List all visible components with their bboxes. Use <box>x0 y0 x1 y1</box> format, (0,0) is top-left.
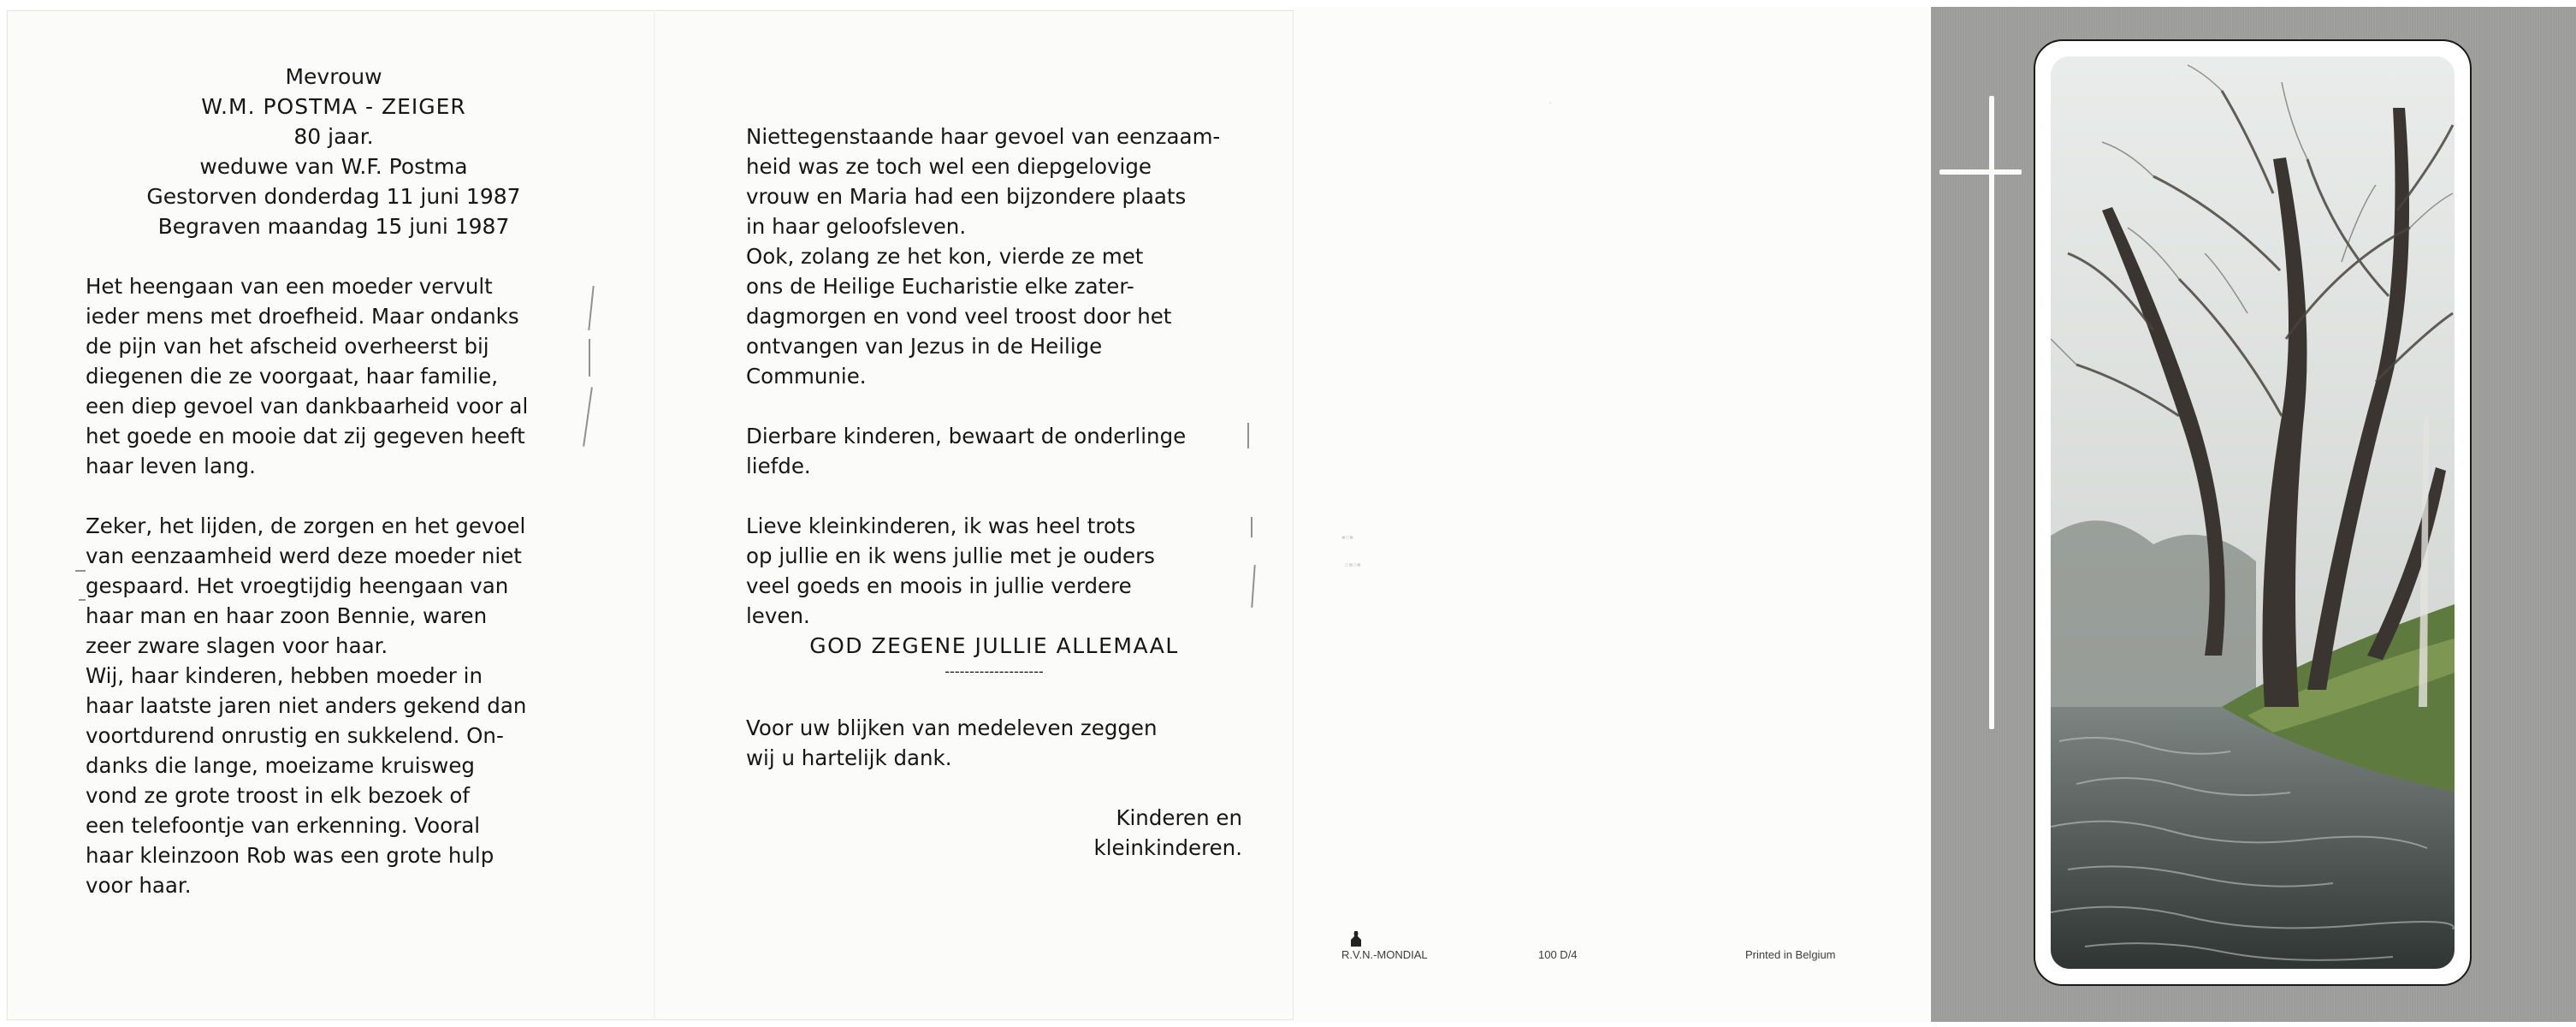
text-line: ieder mens met droefheid. Maar ondanks <box>86 304 519 329</box>
publisher-imprint: R.V.N.-MONDIAL <box>1341 948 1428 961</box>
river-trees-photo <box>2051 56 2455 969</box>
pencil-mark <box>79 599 86 601</box>
text-line: het goede en mooie dat zij gegeven heeft <box>86 424 525 448</box>
paragraph-heengaan <box>86 271 582 481</box>
text-line: de pijn van het afscheid overheerst bij <box>86 334 489 359</box>
inside-fold <box>654 10 655 1018</box>
text-line: voortdurend onrustig en sukkelend. On- <box>86 723 504 748</box>
front-cover <box>1931 7 2576 1022</box>
text-line: zeer zware slagen voor haar. <box>86 633 388 658</box>
text-line: Voor uw blijken van medeleven zeggen <box>746 715 1158 740</box>
text-line: van eenzaamheid werd deze moeder niet <box>86 543 522 568</box>
deceased-header <box>86 62 582 241</box>
paragraph-lijden <box>86 511 582 900</box>
text-line: diegenen die ze voorgaat, haar familie, <box>86 364 498 389</box>
text-line: Dierbare kinderen, bewaart de onderlinge <box>746 424 1187 448</box>
text-line: gespaard. Het vroegtijdig heengaan van <box>86 573 509 598</box>
text-line: Ook, zolang ze het kon, vierde ze met <box>746 244 1144 269</box>
pencil-mark <box>75 570 86 572</box>
faint-speck: · <box>1549 96 1553 109</box>
text-line: haar leven lang. <box>86 454 256 478</box>
text-line: ontvangen van Jezus in de Heilige <box>746 334 1103 359</box>
river-landscape-illustration <box>2051 56 2455 969</box>
text-line: Het heengaan van een moeder vervult <box>86 274 493 299</box>
text-line: danks die lange, moeizame kruisweg <box>86 753 475 778</box>
signature <box>746 803 1242 863</box>
text-line: haar man en haar zoon Bennie, waren <box>86 603 488 628</box>
text-line: Wij, haar kinderen, hebben moeder in <box>86 663 483 688</box>
text-line: een telefoontje van erkenning. Vooral <box>86 813 481 838</box>
text-line: een diep gevoel van dankbaarheid voor al <box>86 394 529 419</box>
pencil-mark <box>589 339 590 377</box>
death-date-line: Gestorven donderdag 11 juni 1987 <box>146 184 521 209</box>
signature-line: Kinderen en <box>1116 805 1242 830</box>
text-line: vond ze grote troost in elk bezoek of <box>86 783 471 808</box>
back-cover <box>1294 7 1931 1022</box>
text-line: ons de Heilige Eucharistie elke zater- <box>746 274 1134 299</box>
burial-date-line: Begraven maandag 15 juni 1987 <box>157 214 510 239</box>
pencil-mark <box>1251 517 1252 537</box>
card-outside-spread <box>1294 7 2576 1022</box>
text-line: in haar geloofsleven. <box>746 214 967 239</box>
pencil-mark <box>1247 423 1249 448</box>
text-line: haar laatste jaren niet anders gekend dan <box>86 693 527 718</box>
title-line: Mevrouw <box>285 64 382 89</box>
text-line: op jullie en ik wens jullie met je ouders <box>746 543 1155 568</box>
text-line: Communie. <box>746 364 867 389</box>
inside-left-page <box>86 62 582 900</box>
inside-right-page <box>746 122 1242 863</box>
dash-divider: -------------------- <box>945 663 1044 680</box>
signature-line: kleinkinderen. <box>1093 835 1242 860</box>
faint-show-through: ▫▪▫▪ <box>1345 558 1361 571</box>
age-line: 80 jaar. <box>293 124 374 149</box>
text-line: wij u hartelijk dank. <box>746 745 952 770</box>
blessing-heading: GOD ZEGENE JULLIE ALLEMAAL <box>809 633 1179 658</box>
deceased-name: W.M. POSTMA - ZEIGER <box>201 94 466 119</box>
text-line: veel goeds en moois in jullie verdere <box>746 573 1132 598</box>
printed-in: Printed in Belgium <box>1745 948 1836 961</box>
text-line: Niettegenstaande haar gevoel van eenzaam- <box>746 124 1221 149</box>
cross-icon-horizontal <box>1939 169 2022 175</box>
paragraph-kinderen <box>746 421 1242 481</box>
text-line: vrouw en Maria had een bijzondere plaats <box>746 184 1187 209</box>
text-line: voor haar. <box>86 873 192 898</box>
card-code: 100 D/4 <box>1538 948 1578 961</box>
paragraph-kleinkinderen <box>746 511 1242 631</box>
paragraph-geloof <box>746 122 1242 391</box>
text-line: liefde. <box>746 454 811 478</box>
text-line: Lieve kleinkinderen, ik was heel trots <box>746 514 1136 538</box>
text-line: Zeker, het lijden, de zorgen en het gevoel <box>86 514 526 538</box>
text-line: leven. <box>746 603 810 628</box>
paragraph-dank <box>746 713 1242 773</box>
cross-icon-vertical <box>1989 96 1994 729</box>
text-line: dagmorgen en vond veel troost door het <box>746 304 1172 329</box>
text-line: haar kleinzoon Rob was een grote hulp <box>86 843 494 868</box>
publisher-logo-icon <box>1348 929 1364 948</box>
text-line: heid was ze toch wel een diepgelovige <box>746 154 1152 179</box>
faint-show-through: ▪▫▪ <box>1341 531 1353 543</box>
photo-frame <box>2034 39 2472 986</box>
widow-line: weduwe van W.F. Postma <box>199 154 468 179</box>
